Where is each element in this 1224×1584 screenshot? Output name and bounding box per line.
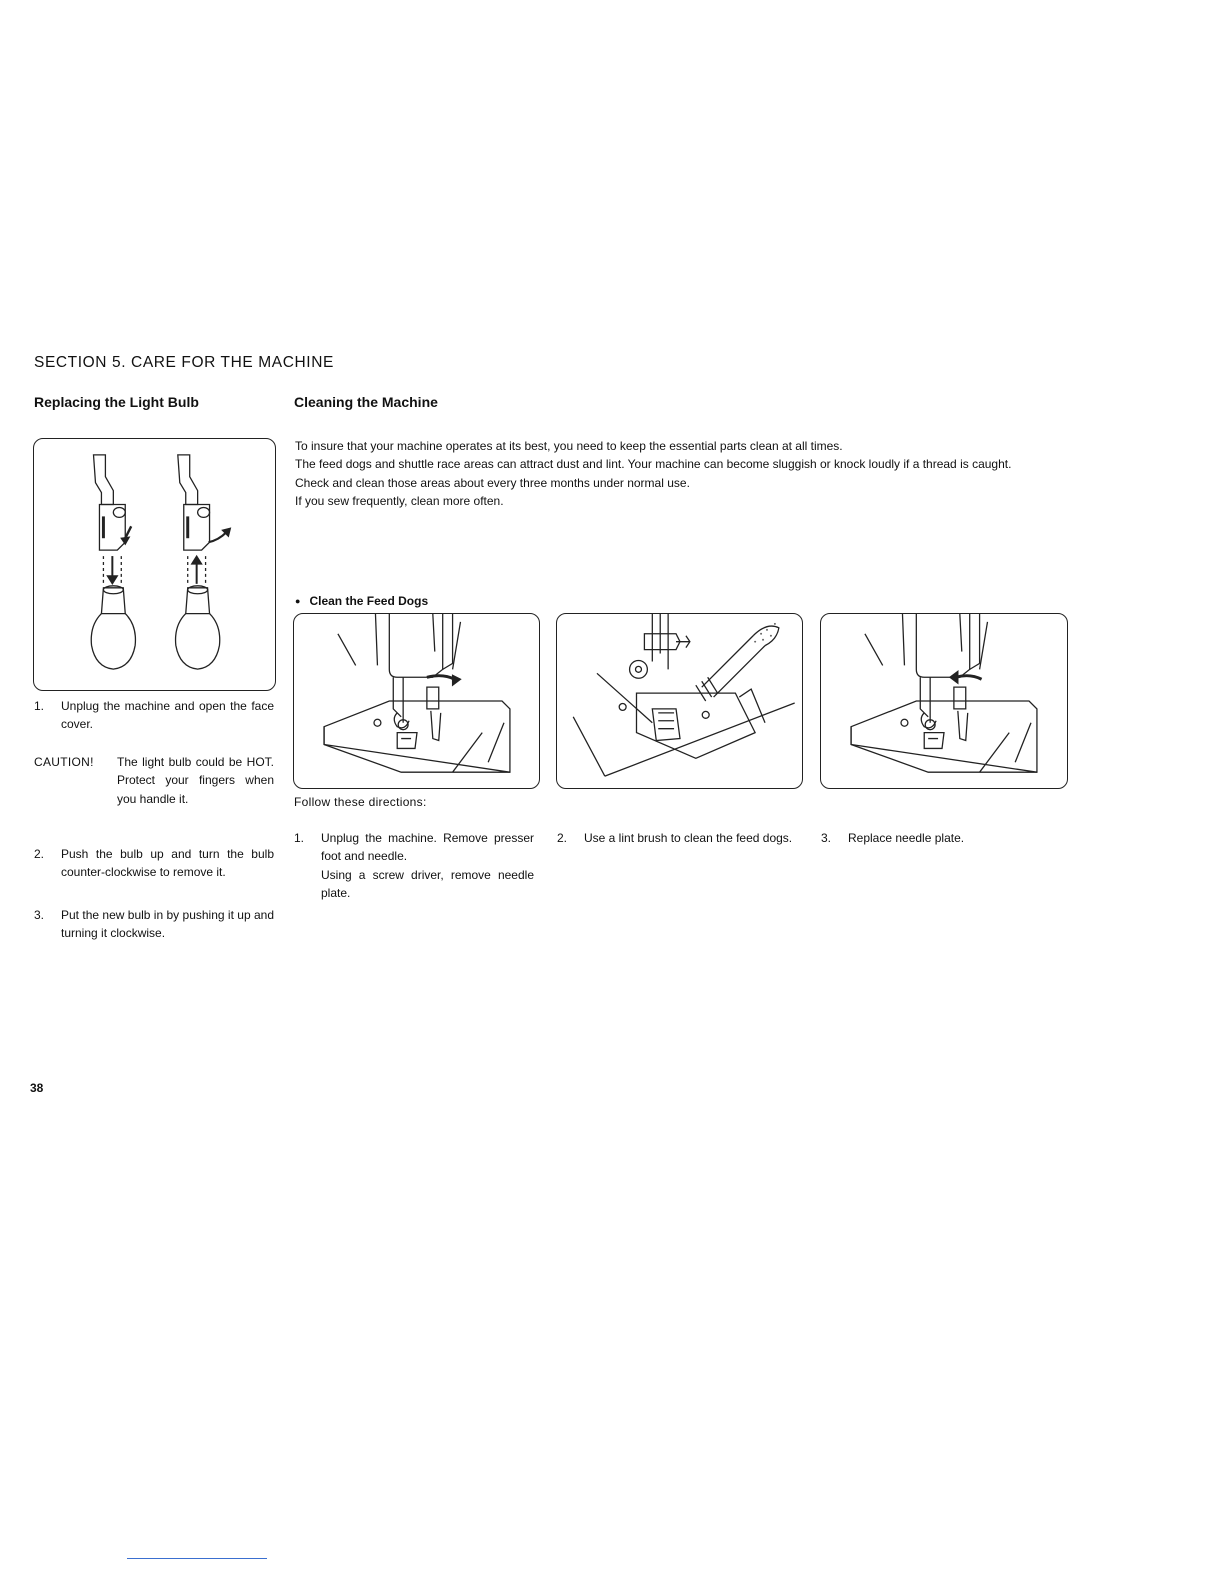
- intro-line: To insure that your machine operates at its best, you need to keep the essential parts clean at all times.: [295, 439, 843, 453]
- step-text: Put the new bulb in by pushing it up and turning it clockwise.: [61, 908, 274, 941]
- lint-brush-illustration: [557, 614, 802, 788]
- intro-line: The feed dogs and shuttle race areas can attract dust and lint. Your machine can become sluggish or knock loudly if a thread is caught.: [295, 457, 1012, 472]
- feed-dogs-figure-3: [820, 613, 1068, 789]
- step-number: 1.: [294, 831, 305, 845]
- page-number: 38: [30, 1081, 44, 1095]
- section-title: SECTION 5. CARE FOR THE MACHINE: [34, 354, 334, 371]
- step-number: 3.: [34, 908, 45, 922]
- intro-line: If you sew frequently, clean more often.: [295, 493, 504, 508]
- step-text: Replace needle plate.: [848, 831, 965, 845]
- cleaning-step-3: [821, 829, 1061, 847]
- intro-line: Check and clean those areas about every three months under normal use.: [295, 475, 690, 490]
- light-bulb-step-1: [34, 697, 274, 734]
- light-bulb-figure: [33, 438, 276, 691]
- light-bulb-illustration: [34, 439, 275, 690]
- feed-dogs-figure-1: [293, 613, 540, 789]
- step-text-continued: Using a screw driver, remove needle plate.: [321, 867, 534, 900]
- step-number: 2.: [34, 847, 45, 861]
- feed-dogs-bullet: [295, 594, 428, 608]
- caution-text: The light bulb could be HOT. Protect your fingers when you handle it.: [117, 755, 274, 806]
- bullet-dot: ●: [295, 596, 301, 606]
- step-text: Unplug the machine and open the face cover.: [61, 699, 274, 732]
- cleaning-intro: [295, 437, 1085, 510]
- light-bulb-heading: Replacing the Light Bulb: [34, 394, 199, 410]
- cleaning-heading: Cleaning the Machine: [294, 394, 438, 410]
- machine-replace-plate-illustration: [821, 614, 1067, 788]
- step-number: 3.: [821, 831, 832, 845]
- bullet-text: Clean the Feed Dogs: [309, 594, 429, 608]
- machine-remove-needle-illustration: [294, 614, 539, 788]
- cleaning-step-2: [557, 829, 798, 847]
- step-number: 2.: [557, 831, 568, 845]
- footer-rule: [127, 1558, 267, 1559]
- feed-dogs-figure-2: [556, 613, 803, 789]
- follow-directions: Follow these directions:: [294, 795, 427, 809]
- step-text: Push the bulb up and turn the bulb counter-clockwise to remove it.: [61, 847, 274, 880]
- step-text: Unplug the machine. Remove presser foot and needle.: [321, 831, 534, 864]
- caution-note: [34, 753, 274, 808]
- light-bulb-step-3: [34, 906, 274, 943]
- light-bulb-step-2: [34, 845, 274, 882]
- caution-label: CAUTION!: [34, 755, 94, 769]
- cleaning-step-1: [294, 829, 534, 902]
- step-text: Use a lint brush to clean the feed dogs.: [584, 831, 793, 845]
- step-number: 1.: [34, 699, 45, 713]
